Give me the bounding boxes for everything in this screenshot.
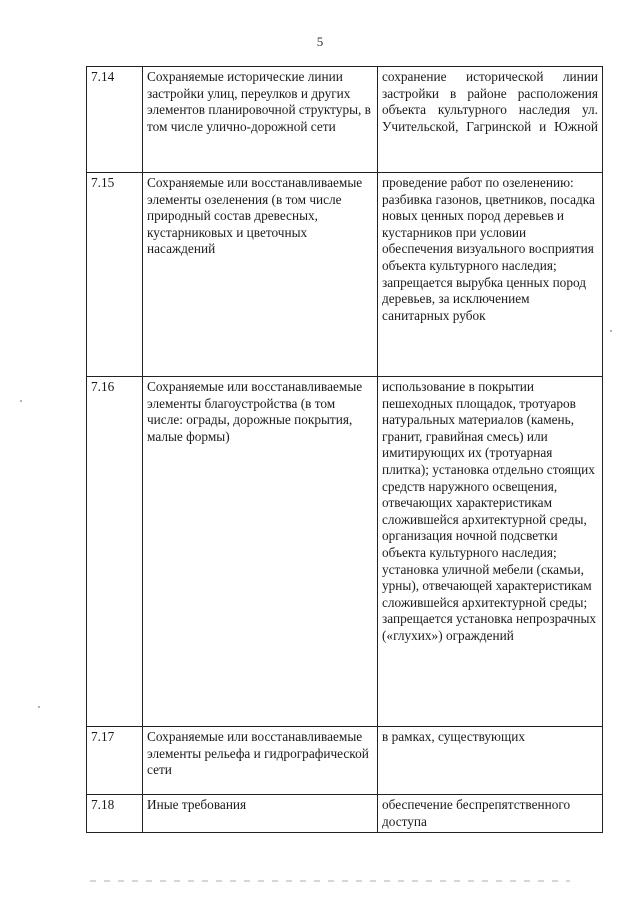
row-number: 7.15 [87,173,143,377]
element-name: Сохраняемые исторические линии застройки улиц, переулков и других элементов планировочной структуры, в том числе улично-дорожной сети [143,67,378,173]
page-number: 5 [316,34,324,49]
row-number: 7.16 [87,377,143,727]
row-number: 7.14 [87,67,143,173]
row-number: 7.17 [87,727,143,795]
requirement-text: обеспечение беспрепятственного доступа [378,795,603,833]
element-name: Иные требования [143,795,378,833]
scan-speck [610,330,612,332]
table-row [87,67,603,173]
row-number: 7.18 [87,795,143,833]
requirement-text: проведение работ по озеленению: разбивка газонов, цветников, посадка новых ценных пород деревьев и кустарников при условии обеспечения визуального восприятия объекта культурного наследия; запрещается вырубка ценных пород деревьев, за исключением санитарных рубок [378,173,603,377]
table-row [87,795,603,833]
requirement-text: сохранение исторической линии застройки в районе расположения объекта культурного наследия ул. Учительской, Гагринской и Южной [378,67,603,173]
element-name: Сохраняемые или восстанавливаемые элементы рельефа и гидрографической сети [143,727,378,795]
requirement-text: использование в покрытии пешеходных площадок, тротуаров натуральных материалов (камень, гранит, гравийная смесь) или имитирующих их (тротуарная плитка); установка отдельно стоящих средств наружного освещения, отвечающих характеристикам сложившейся архитектурной среды, организация ночной подсветки объекта культурного наследия; установка уличной мебели (скамьи, урны), отвечающей характеристикам сложившейся архитектурной среды; запрещается установка непрозрачных («глухих») ограждений [378,377,603,727]
requirement-text: в рамках, существующих [378,727,603,795]
table-row [87,377,603,727]
table-row [87,173,603,377]
scan-artifact-line [90,880,570,882]
element-name: Сохраняемые или восстанавливаемые элементы благоустройства (в том числе: ограды, дорожные покрытия, малые формы) [143,377,378,727]
requirements-table [86,66,603,833]
scan-speck [38,706,40,708]
element-name: Сохраняемые или восстанавливаемые элементы озеленения (в том числе природный состав древесных, кустарниковых и цветочных насаждений [143,173,378,377]
table-row [87,727,603,795]
scan-speck [20,400,22,402]
